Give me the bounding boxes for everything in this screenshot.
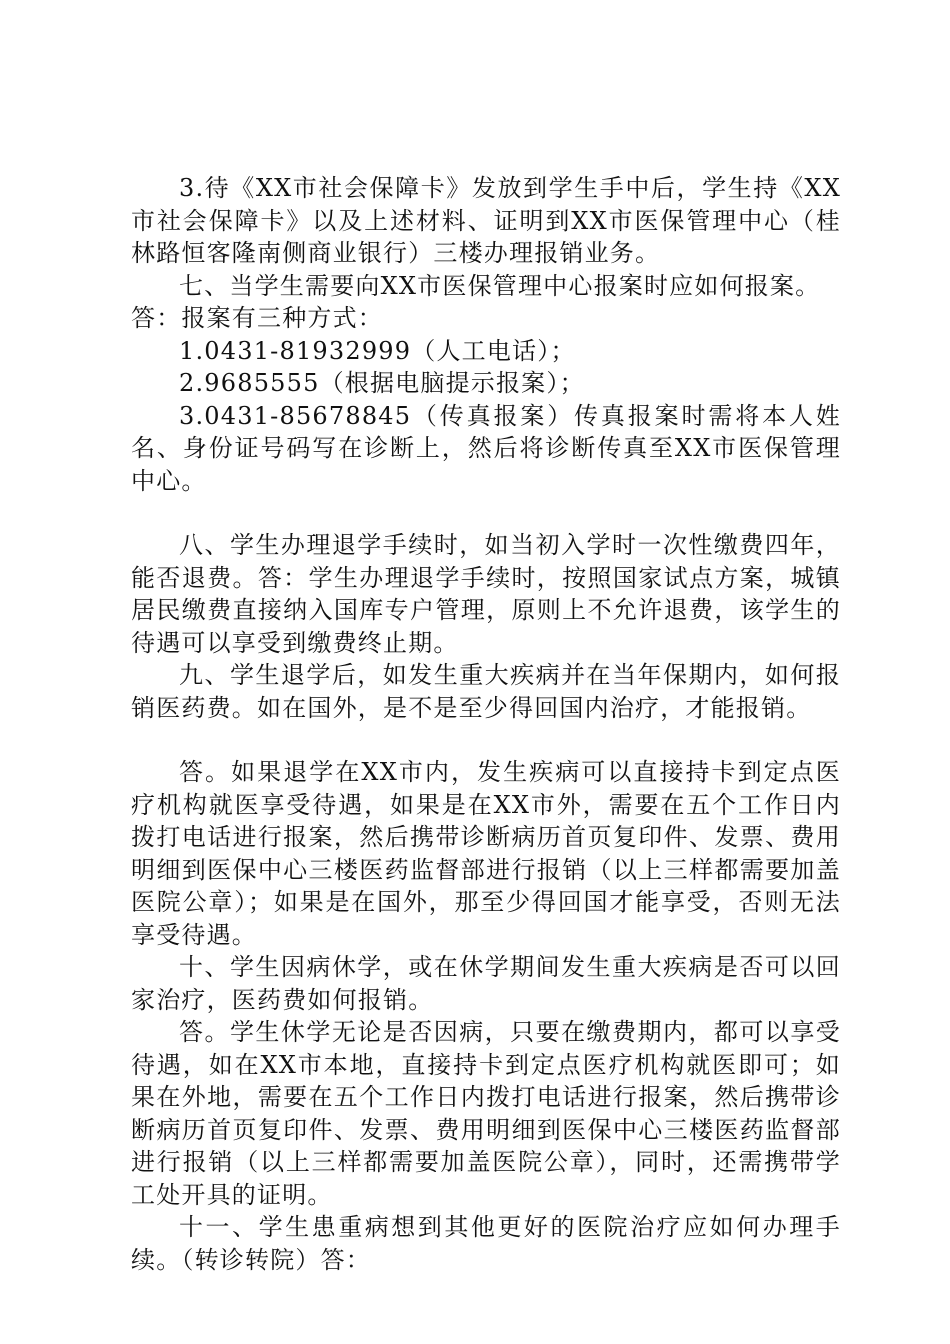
section-7-heading: 七、当学生需要向XX市医保管理中心报案时应如何报案。 — [179, 271, 821, 300]
report-method-3: 3.0431-85678845（传真报案）传真报案时需将本人姓名、身份证号码写在诊断上，然后将诊断传真至XX市医保管理中心。 — [131, 401, 841, 495]
report-method-2: 2.9685555（根据电脑提示报案）； — [179, 369, 585, 397]
paragraph-spacer — [131, 724, 841, 756]
section-9-heading: 九、学生退学后，如发生重大疾病并在当年保期内，如何报销医药费。如在国外，是不是至少得回国内治疗，才能报销。 — [131, 661, 841, 722]
section-11-heading: 十一、学生患重病想到其他更好的医院治疗应如何办理手续。（转诊转院）答： — [131, 1213, 841, 1274]
section-10-answer: 答。学生休学无论是否因病，只要在缴费期内，都可以享受待遇，如在XX市本地，直接持卡到定点医疗机构就医即可；如果在外地，需要在五个工作日内拨打电话进行报案，然后携带诊断病历首页复印件、发票、费用明细到医保中心三楼医药监督部进行报销（以上三样都需要加盖医院公章），同时，还需携带学工处开具的证明。 — [131, 1018, 841, 1209]
section-7-answer-intro: 答：报案有三种方式： — [131, 304, 383, 332]
document-body — [131, 172, 841, 1276]
paragraph-spacer — [131, 497, 841, 529]
paragraph-item-3: 3.待《XX市社会保障卡》发放到学生手中后，学生持《XX市社会保障卡》以及上述材料、证明到XX市医保管理中心（桂林路恒客隆南侧商业银行）三楼办理报销业务。 — [131, 174, 841, 267]
report-method-1: 1.0431-81932999（人工电话）； — [179, 336, 576, 365]
section-9-answer: 答。如果退学在XX市内，发生疾病可以直接持卡到定点医疗机构就医享受待遇，如果是在XX市外，需要在五个工作日内拨打电话进行报案，然后携带诊断病历首页复印件、发票、费用明细到医保中心三楼医药监督部进行报销（以上三样都需要加盖医院公章）；如果是在国外，那至少得回国才能享受，否则无法享受待遇。 — [131, 758, 841, 949]
section-10-heading: 十、学生因病休学，或在休学期间发生重大疾病是否可以回家治疗，医药费如何报销。 — [131, 953, 841, 1014]
section-8-paragraph: 八、学生办理退学手续时，如当初入学时一次性缴费四年，能否退费。答：学生办理退学手续时，按照国家试点方案，城镇居民缴费直接纳入国库专户管理，原则上不允许退费，该学生的待遇可以享受到缴费终止期。 — [131, 531, 841, 657]
